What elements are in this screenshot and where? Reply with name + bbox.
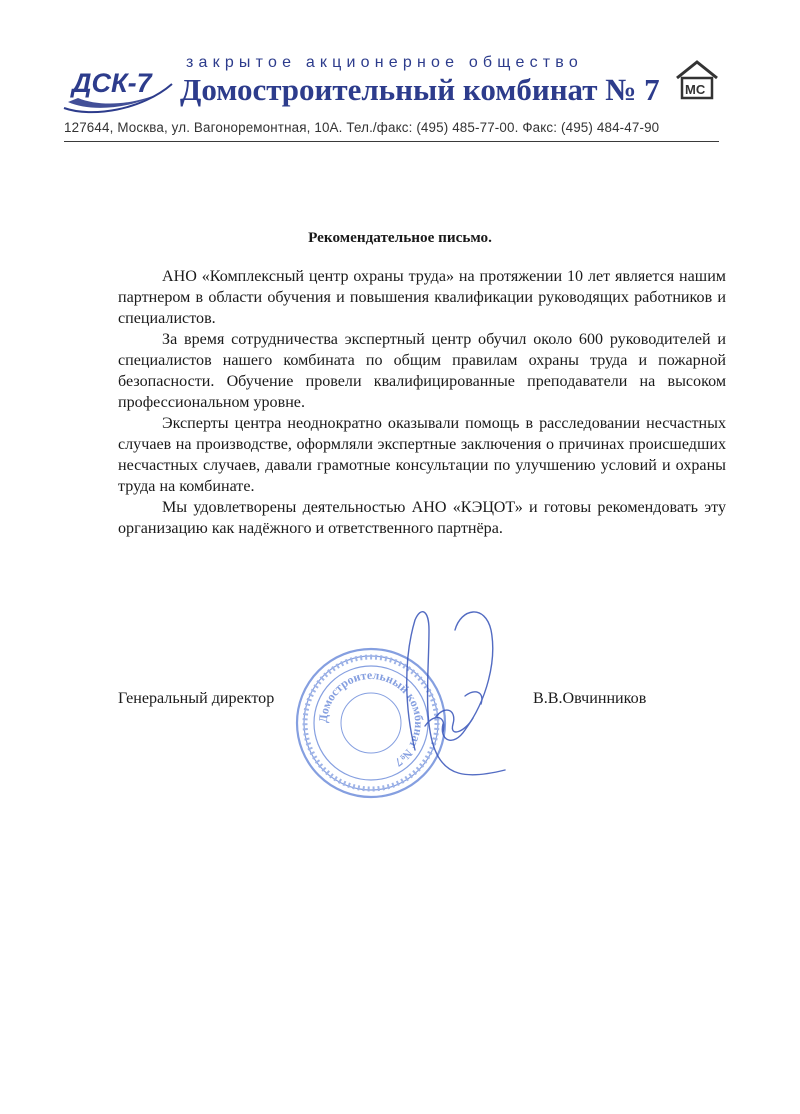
company-name: Домостроительный комбинат № 7 [180,72,660,107]
ms-logo-text: МС [685,82,706,97]
company-tagline: закрытое акционерное общество [186,54,583,71]
signatory-name: В.В.Овчинников [533,690,647,707]
letter-body [118,266,726,539]
stamp-inner-text: Домостроительный комбинат №7 [315,667,427,770]
dsk7-logo [62,58,174,116]
signatory-role: Генеральный директор [118,690,275,707]
letter-paragraph: За время сотрудничества экспертный центр обучил около 600 руководителей и специалистов нашего комбината по общим правилам охраны труда и пожарной безопасности. Обучение провели квалифицированные преподаватели на высоком профессиональном уровне. [118,331,726,411]
handwritten-signature [395,600,525,790]
letter-paragraph: АНО «Комплексный центр охраны труда» на протяжении 10 лет является нашим партнером в области обучения и повышения квалификации руководящих работников и специалистов. [118,268,726,327]
letter-title: Рекомендательное письмо. [308,229,492,246]
company-address: 127644, Москва, ул. Вагоноремонтная, 10А. Тел./факс: (495) 485-77-00. Факс: (495) 484-47-90 [64,120,660,135]
logo-text: ДСК-7 [72,68,152,98]
ms-house-logo [674,58,720,102]
letterhead-divider [64,141,719,142]
letter-paragraph: Мы удовлетворены деятельностью АНО «КЭЦОТ» и готовы рекомендовать эту организацию как надёжного и ответственного партнёра. [118,499,726,537]
letter-paragraph: Эксперты центра неоднократно оказывали помощь в расследовании несчастных случаев на производстве, оформляли экспертные заключения о причинах происшедших несчастных случаев, давали грамотные консультации по улучшению условий и охраны труда на комбинате. [118,415,726,495]
